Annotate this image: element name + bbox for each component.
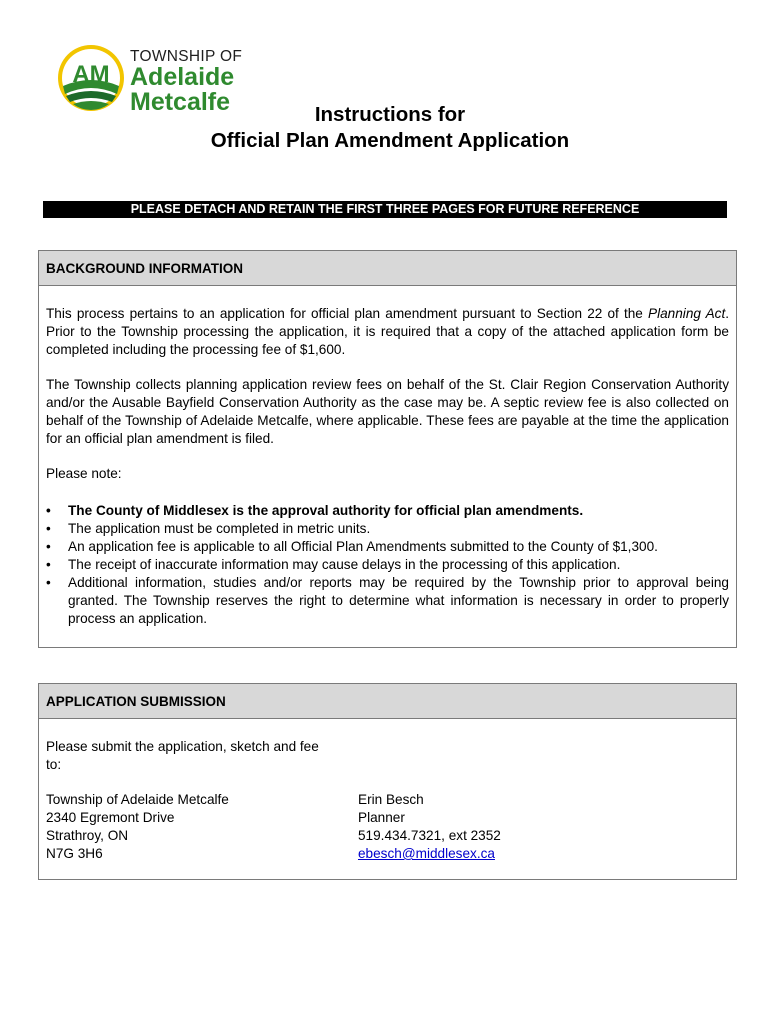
list-item (46, 538, 729, 556)
contact-title: Planner (358, 810, 405, 825)
note-text: Additional information, studies and/or reports may be required by the Township prior to approval being granted. The Township reserves the right to determine what information is necessary in order to properly process an application. (68, 575, 729, 626)
p1-end: . Prior to the Township processing the application, it is required that a copy of the attached application form be completed including the processing fee of $1,600. (46, 306, 730, 357)
background-information-section (38, 250, 737, 648)
note-text: The application must be completed in metric units. (68, 521, 371, 536)
bullet-icon: • (46, 575, 51, 590)
page-title-line1: Instructions for (314, 103, 466, 126)
contact-phone: 519.434.7321, ext 2352 (358, 828, 501, 843)
submission-heading: APPLICATION SUBMISSION (39, 684, 736, 719)
bullet-icon: • (46, 521, 51, 536)
contact-name: Erin Besch (358, 792, 424, 807)
township-emblem-icon (57, 44, 125, 112)
address-line: Township of Adelaide Metcalfe (46, 792, 229, 807)
background-paragraph-1 (46, 305, 729, 359)
background-heading: BACKGROUND INFORMATION (39, 251, 736, 286)
notes-list (46, 502, 729, 628)
page-title-line2: Official Plan Amendment Application (210, 129, 570, 152)
note-text: An application fee is applicable to all Official Plan Amendments submitted to the County of $1,300. (68, 539, 658, 554)
township-address (46, 791, 229, 863)
note-text: The receipt of inaccurate information may cause delays in the processing of this application. (68, 557, 621, 572)
application-submission-section (38, 683, 737, 880)
background-paragraph-2: The Township collects planning application review fees on behalf of the St. Clair Region Conservation Authority and/or the Ausable Bayfield Conservation Authority as the case may be. A septic review fee is also collected on behalf of the Township of Adelaide Metcalfe, where applicable. These fees are payable at the time the application for an official plan amendment is filed. (46, 377, 729, 446)
list-item (46, 520, 729, 538)
list-item (46, 556, 729, 574)
submission-intro: Please submit the application, sketch and fee to: (46, 739, 319, 772)
bullet-icon: • (46, 503, 51, 518)
planner-contact (358, 791, 501, 863)
list-item (46, 574, 729, 628)
list-item (46, 502, 729, 520)
address-line: N7G 3H6 (46, 846, 103, 861)
note-text: The County of Middlesex is the approval authority for official plan amendments. (68, 503, 584, 518)
logo-name-line1: Adelaide (130, 63, 235, 91)
retain-pages-banner: PLEASE DETACH AND RETAIN THE FIRST THREE PAGES FOR FUTURE REFERENCE (43, 201, 727, 218)
address-line: 2340 Egremont Drive (46, 810, 175, 825)
p1-start: This process pertains to an application for official plan amendment pursuant to Section 22 of the (46, 306, 649, 321)
contact-email-link[interactable]: ebesch@middlesex.ca (358, 846, 495, 861)
planning-act-reference: Planning Act (648, 306, 726, 321)
bullet-icon: • (46, 557, 51, 572)
address-line: Strathroy, ON (46, 828, 129, 843)
logo-prefix: TOWNSHIP OF (130, 48, 243, 65)
please-note-label: Please note: (46, 466, 122, 481)
emblem-letters: AM (72, 61, 110, 88)
bullet-icon: • (46, 539, 51, 554)
logo-name-line2: Metcalfe (130, 88, 231, 116)
